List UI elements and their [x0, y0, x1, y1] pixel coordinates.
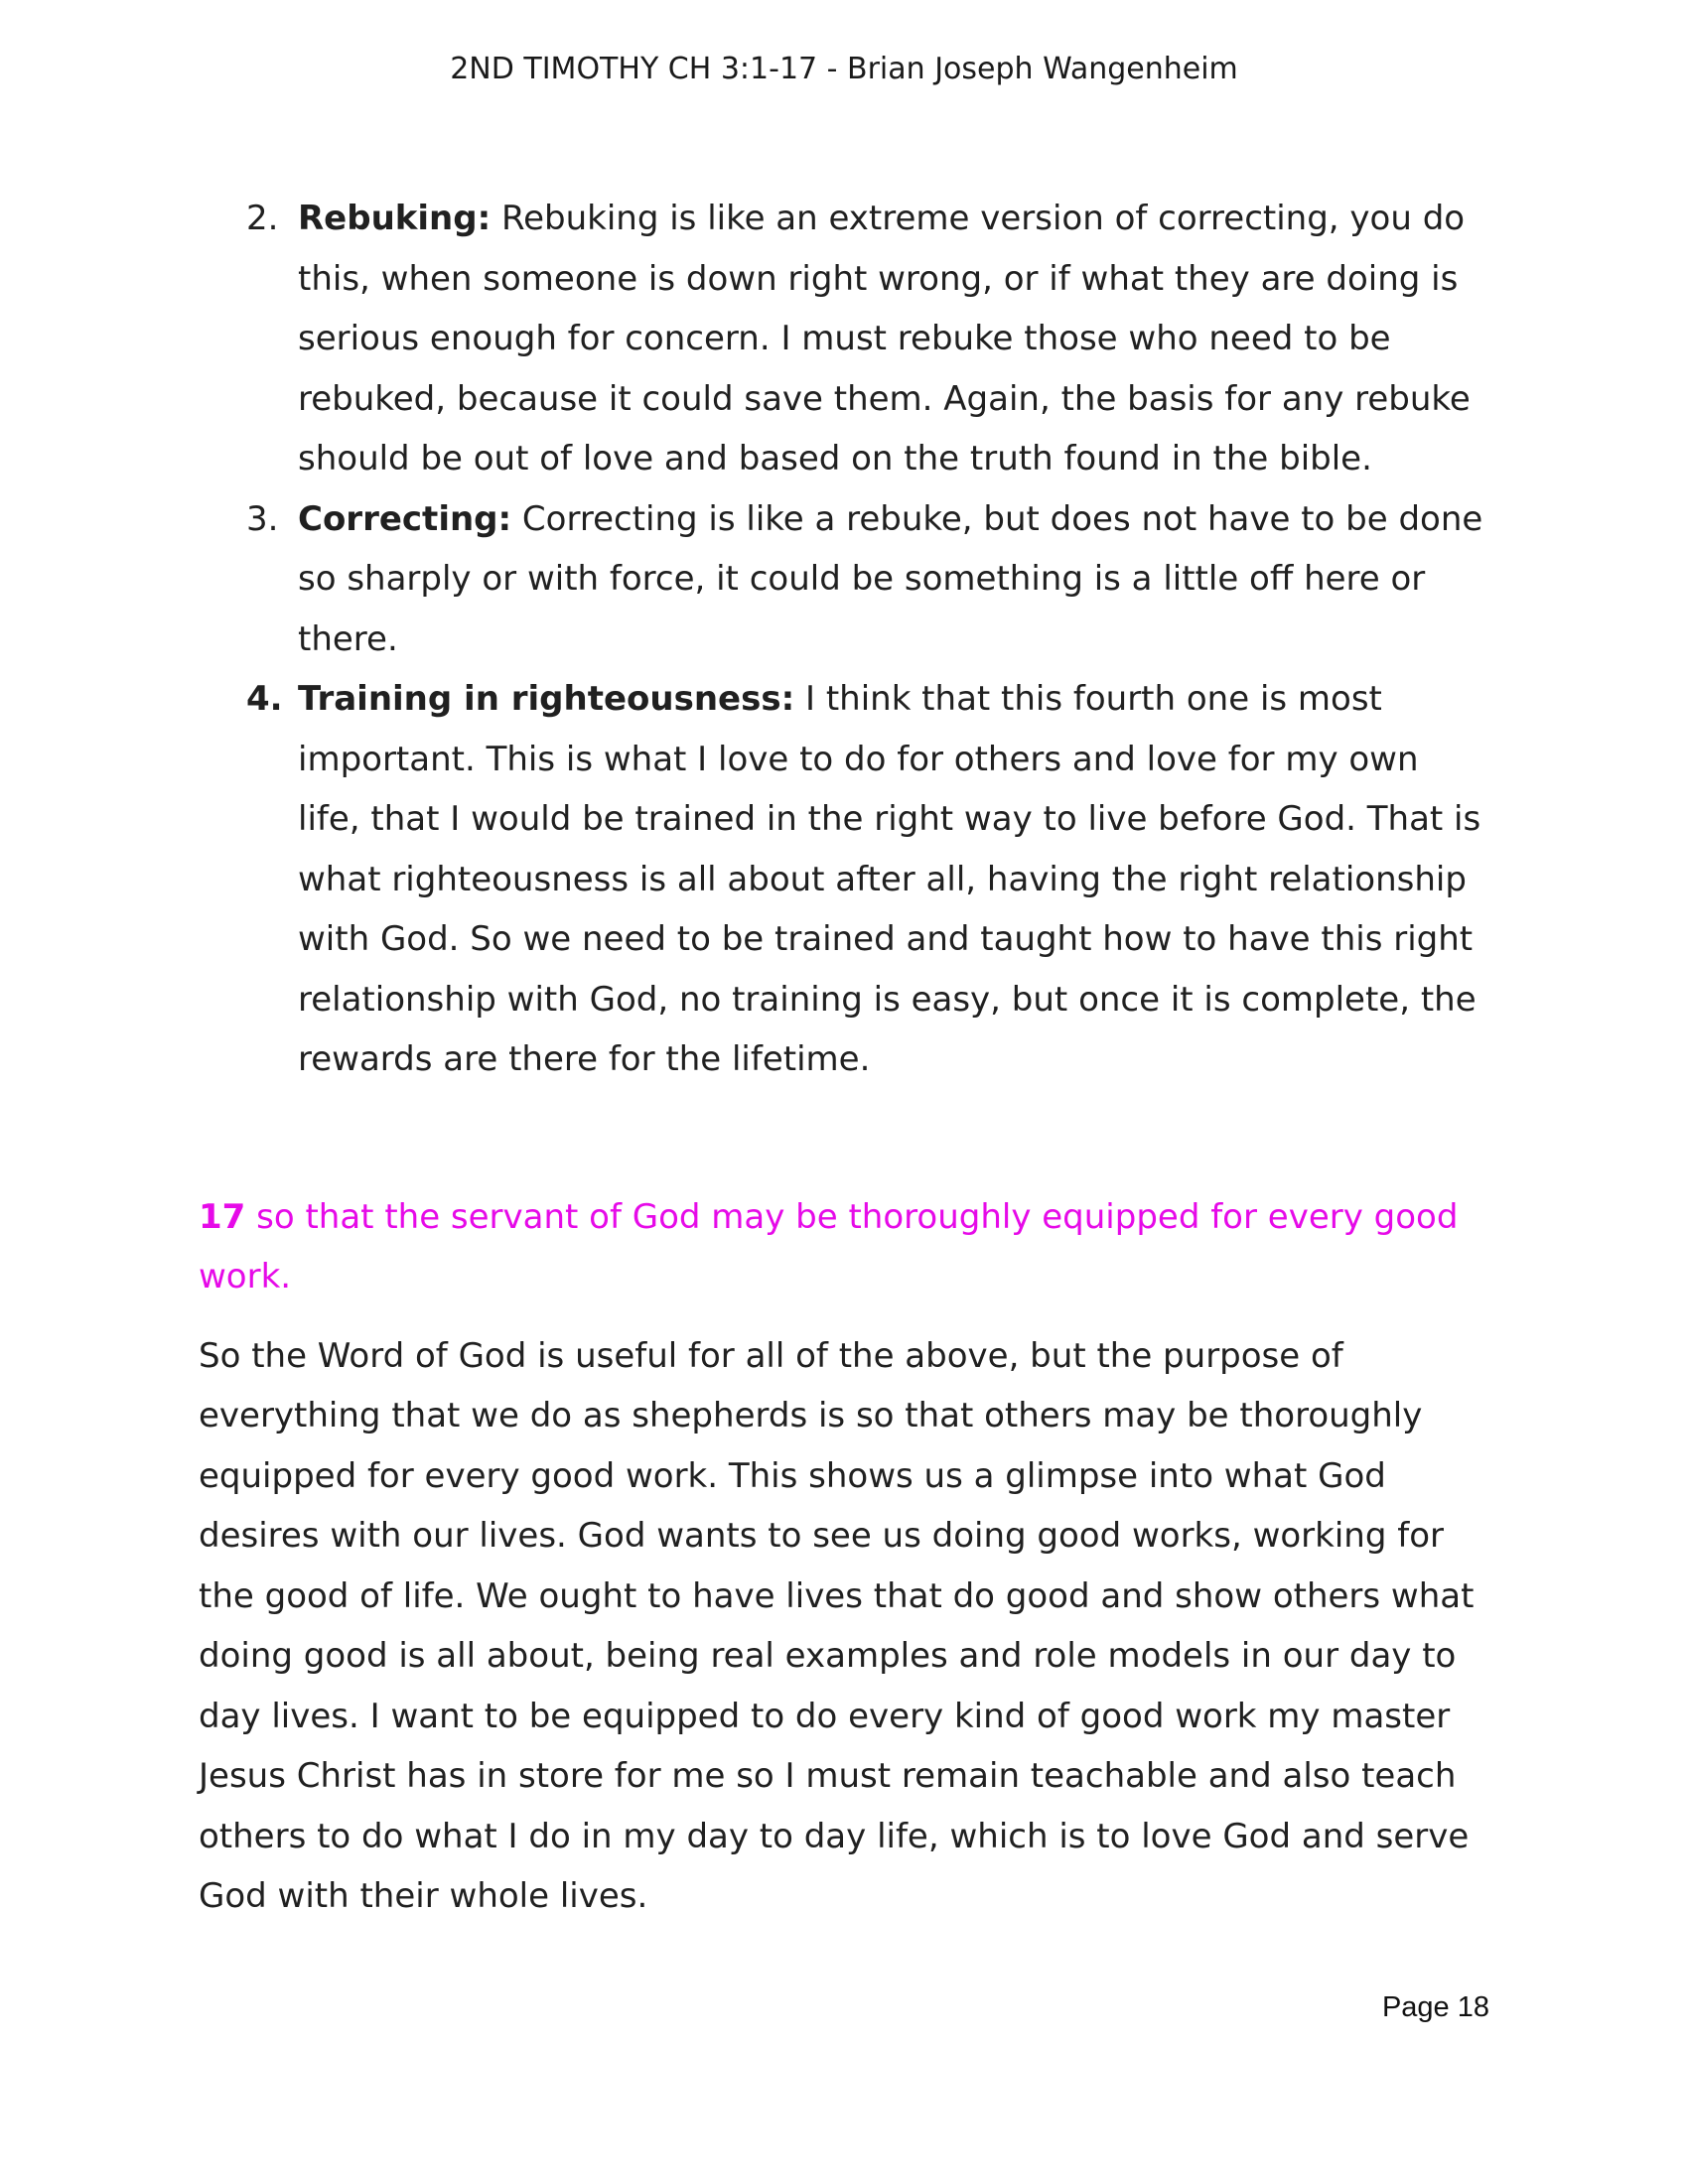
list-item-text: Correcting is like a rebuke, but does not have to be done so sharply or with force, it could be something is a little off here or there.	[298, 498, 1483, 659]
list-item-term: Rebuking:	[298, 199, 492, 238]
list-item-text: Rebuking is like an extreme version of correcting, you do this, when someone is down right wrong, or if what they are doing is serious enough for concern. I must rebuke those who need to be rebuked, because it could save them. Again, the basis for any rebuke should be out of love and based on the truth found in the bible.	[298, 199, 1471, 478]
page-content	[199, 189, 1489, 1927]
list-item-correcting	[199, 489, 1489, 670]
verse-number: 17	[199, 1196, 246, 1237]
list-item-number: 3.	[246, 498, 279, 539]
verse-text: so that the servant of God may be thoroughly equipped for every good work.	[199, 1196, 1459, 1297]
page-number: Page 18	[1381, 1991, 1489, 2023]
page-header-title: 2ND TIMOTHY CH 3:1-17 - Brian Joseph Wangenheim	[450, 52, 1238, 86]
commentary-paragraph: So the Word of God is useful for all of the above, but the purpose of everything that we do as shepherds is so that others may be thoroughly equipped for every good work. This shows us a glimpse into what God desires with our lives. God wants to see us doing good works, working for the good of life. We ought to have lives that do good and show others what doing good is all about, being real examples and role models in our day to day lives. I want to be equipped to do every kind of good work my master Jesus Christ has in store for me so I must remain teachable and also teach others to do what I do in my day to day life, which is to love God and serve God with their whole lives.	[199, 1335, 1475, 1916]
list-item-number: 2.	[246, 199, 279, 238]
scripture-verse	[199, 1187, 1489, 1307]
list-item-text: I think that this fourth one is most important. This is what I love to do for others and love for my own life, that I would be trained in the right way to live before God. That is what righteousness is all about after all, having the right relationship with God. So we need to be trained and taught how to have this right relationship with God, no training is easy, but once it is complete, the rewards are there for the lifetime.	[298, 679, 1481, 1079]
list-item-number: 4.	[246, 679, 283, 719]
list-item-training	[199, 669, 1489, 1090]
list-item-term: Training in righteousness:	[298, 679, 795, 719]
definition-list	[199, 189, 1489, 1090]
list-item-rebuking	[199, 189, 1489, 489]
list-item-term: Correcting:	[298, 498, 512, 539]
